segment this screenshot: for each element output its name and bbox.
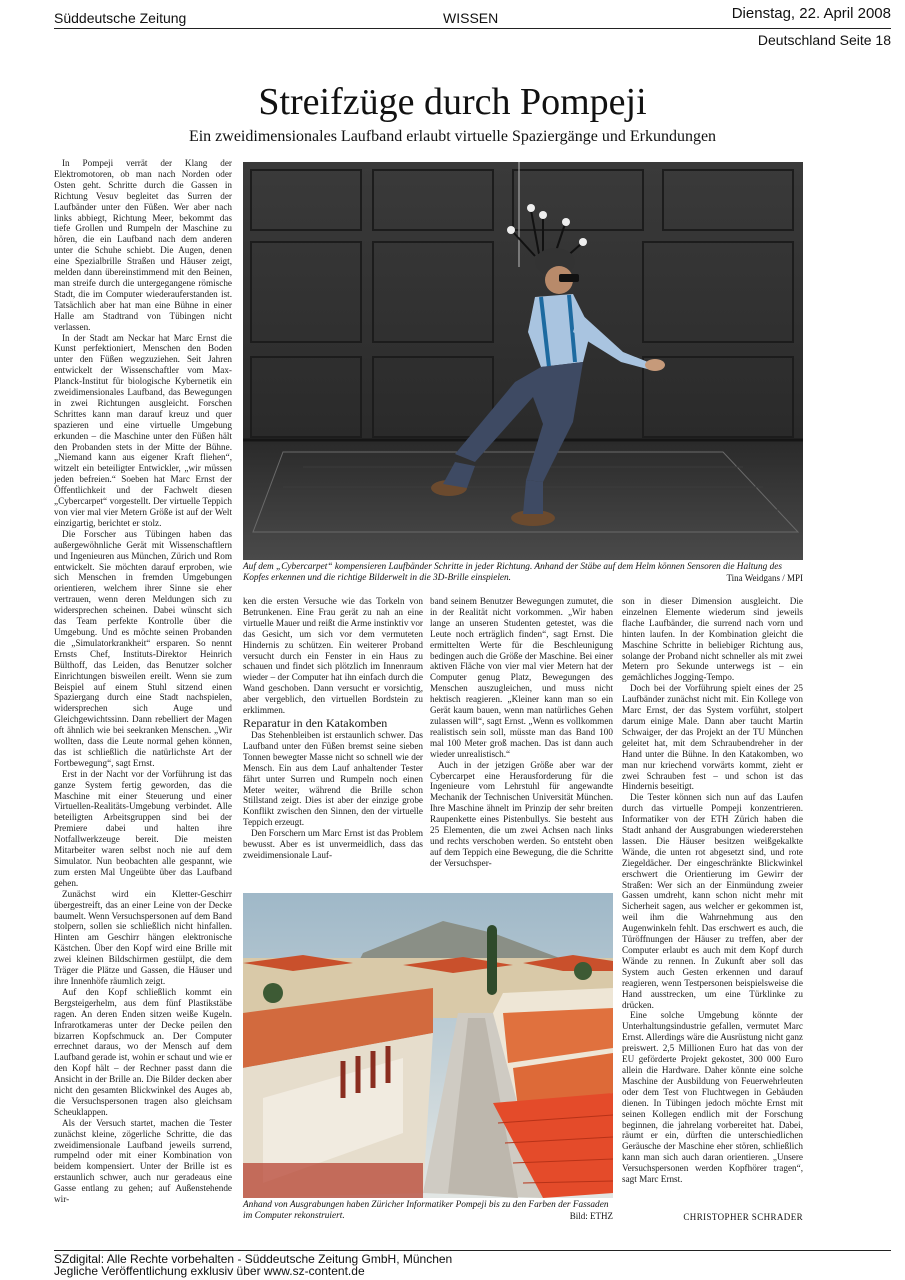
paragraph: Die Tester können sich nun auf das Laufen durch das virtuelle Pompeji konzentrieren. Informatiker von der ETH Zürich haben die Stadt anhand der Ausgrabungen wiedererstehen lassen. Die Häuser besitzen weißgekalkte Wände, die unten rot abgesetzt sind, und rote Ziegeldächer. Der eingeschränkte Blickwinkel erschwert die Orientierung im Gewirr der Straßen: Wer sich an der Einmündung zweier Gassen umdreht, kann schon nicht mehr mit Sicherheit sagen, aus welcher er gekommen ist, weil ihm die Wahrnehmung aus den Augenwinkeln fehlt. Das erschwert es auch, die Türöffnungen der Häuser zu treffen, aber der Computer erlaubt es auch mit dem Kopf durch Wände zu rennen. In Zukunft aber soll das System auch Gesten erkennen und darauf reagieren, wenn Testpersonen beispielsweise die Hand ausstrecken, um eine Türklinke zu drücken. bbox=[622, 792, 803, 1010]
paragraph: Erst in der Nacht vor der Vorführung ist das ganze System fertig geworden, das die Maschine mit einer Steuerung und einer Virtuellen-Realitäts-Umgebung verbindet. Alle beteiligten Arbeitsgruppen sind bei der Premiere dabei und halten ihre Notfallwerkzeuge bereit. Die meisten Mitarbeiter waren selbst noch nie auf dem Simulator. Nun beobachten alle gespannt, wie zum ersten Mal Ungeübte über das Laufband gehen. bbox=[54, 768, 232, 888]
paragraph: Doch bei der Vorführung spielt eines der 25 Laufbänder zunächst nicht mit. Ein Kollege von Marc Ernst, der das System vorführt, stolpert darum einige Male. Dann aber taucht Martin Schwaiger, der das Projekt an der TU München geleitet hat, mit dem Schraubendreher in der Hand unter die Bühne. In den Katakomben, wo man nur kriechend vorwärts kommt, zieht er zwei Schrauben fest – und schon ist das Hindernis beseitigt. bbox=[622, 683, 803, 792]
cybercarpet-photo bbox=[243, 162, 803, 560]
photo-caption-1 bbox=[243, 562, 803, 584]
article-title: Streifzüge durch Pompeji bbox=[258, 81, 647, 123]
paragraph: ken die ersten Versuche wie das Torkeln von Betrunkenen. Eine Frau gerät zu nah an eine virtuelle Mauer und reißt die Arme instinktiv vor das Gesicht, um sich vor dem vermuteten Hindernis zu schützen. Ein weiterer Proband versucht durch ein Fenster in ein Haus zu schauen und findet sich plötzlich im Innenraum wieder – der Computer hat ihn einfach durch die Wand geschoben. Dann versucht er vorsichtig, aber vergeblich, den virtuellen Bordstein zu erklimmen. bbox=[243, 596, 423, 716]
subheading: Reparatur in den Katakomben bbox=[243, 715, 388, 730]
newspaper-name: Süddeutsche Zeitung bbox=[54, 10, 187, 26]
paragraph: Eine solche Umgebung könnte der Unterhaltungsindustrie gefallen, vermutet Marc Ernst. Allerdings wäre die Ausrüstung nicht ganz preiswert. 2,5 Millionen Euro hat das von der EU geförderte Projekt gekostet, 300 000 Euro allein die Hardware. Daher könnte eine solche Maschine der Ausbildung von Feuerwehrleuten oder dem Test von Fluchtwegen in Gebäuden dienen. In Tübingen jedoch möchte Ernst mit seinen Kollegen endlich mit der Forschung beginnen, die jahrelang vorbereitet hat. Dabei, räumt er ein, dürften die unterschiedlichen Geräusche der Maschine eher stören, schließlich kann man sich auch daran orientieren. „Unsere Versuchspersonen werden Kopfhörer tragen“, sagt Marc Ernst. bbox=[622, 1010, 803, 1185]
photo-credit: Bild: ETHZ bbox=[569, 1211, 613, 1221]
paragraph: Den Forschern um Marc Ernst ist das Problem bewusst. Aber es ist unvermeidlich, dass das zweidimensionale Lauf- bbox=[243, 828, 423, 860]
page-number: Deutschland Seite 18 bbox=[757, 32, 891, 48]
caption-text: Anhand von Ausgrabungen haben Züricher Informatiker Pompeji bis zu den Farben der Fassaden im Computer rekonstruiert. bbox=[243, 1200, 609, 1221]
article-subtitle: Ein zweidimensionales Laufband erlaubt virtuelle Spaziergänge und Erkundungen bbox=[188, 128, 717, 145]
paragraph: Das Stehenbleiben ist erstaunlich schwer. Das Laufband unter den Füßen bremst seine sieben Tonnen bewegter Masse nicht so schnell wie der Mensch. Ein aus dem Lauf anhaltender Tester fährt unter Surren und Rumpeln noch einen Meter weiter, während die Brille schon Stillstand zeigt. Dies ist aber der einzige grobe Konflikt zwischen den Sinnen, den der virtuelle Teppich erzeugt. bbox=[243, 729, 423, 828]
author-signature: CHRISTOPHER SCHRADER bbox=[683, 1212, 803, 1222]
section-name: WISSEN bbox=[443, 10, 499, 26]
photo-credit: Tina Weidgans / MPI bbox=[726, 573, 803, 583]
footer-rights: SZdigital: Alle Rechte vorbehalten - Süddeutsche Zeitung GmbH, München bbox=[54, 1252, 453, 1266]
paragraph: band seinem Benutzer Bewegungen zumutet, die in der Realität nicht vorkommen. „Wir haben lange an unseren Studenten getestet, was die Leute noch erträglich finden“, sagt Ernst. Die ermittelten Werte für die Beschleunigung bedingen auch die Größe der Maschine. Bei einer aktiven Fläche von vier mal vier Metern hat der Computer genug Platz, Bewegungen des Menschen auszugleichen, und muss nicht hektisch reagieren. „Kleiner kann man so ein Gerät kaum bauen, wenn man natürliches Gehen zulassen will“, sagt Ernst. „Wenn es vollkommen realistisch sein soll, müsste man das Band 100 mal 100 Meter groß machen. Das ist dann auch wieder unrealistisch.“ bbox=[430, 596, 613, 759]
text-column-2 bbox=[243, 596, 423, 886]
text-column-4 bbox=[622, 596, 803, 1208]
pompeii-rendering-drawing bbox=[243, 893, 613, 1198]
paragraph: In Pompeji verrät der Klang der Elektromotoren, ob man nach Norden oder Osten geht. Schritte durch die Gassen in Richtung Vesuv begleitet das Surren der Laufbänder unter den Füßen. Wer aber nach links abbiegt, Richtung Meer, bekommt das tiefe Grollen und Rumpeln der Maschine zu hören, die ein Laufband nach dem anderen unter die Schuhe schiebt. Die Augen, denen eine Spezialbrille Straßen und Häuser zeigt, melden dann übereinstimmend mit den Beinen, man streife durch die untergegangene römische Stadt, die im Computer wiederauferstanden ist. Tatsächlich aber hat man eine Bühne in einer Halle am Stadtrand von Tübingen nicht verlassen. bbox=[54, 158, 232, 332]
text-column-1 bbox=[54, 158, 232, 1228]
paragraph: In der Stadt am Neckar hat Marc Ernst die Kunst perfektioniert, Menschen den Boden unter den Füßen wegzuziehen. Seit Jahren entwickelt der Wissenschaftler vom Max-Planck-Institut für biologische Kybernetik ein zweidimensionales Laufband, das Bewegungen in zwei Richtungen ausgleicht. Forschen Schrittes kann man darauf kreuz und quer spazieren und eine virtuelle Umgebung erkunden – die Maschine unter den Füßen hält den Probanden stets in der Mitte der Bühne. „Niemand kann aus eigener Kraft fliehen“, witzelt ein beteiligter Entwickler, „wir müssen jeden befreien.“ Soeben hat Marc Ernst der Öffentlichkeit und der Fachwelt diesen „Cybercarpet“ vorgestellt. Der virtuelle Teppich von vier mal vier Metern Größe ist auf der Welt einzigartig, berichtet er stolz. bbox=[54, 332, 232, 528]
issue-date: Dienstag, 22. April 2008 bbox=[731, 5, 891, 22]
footer-license: Jegliche Veröffentlichung exklusiv über www.sz-content.de bbox=[54, 1264, 365, 1278]
paragraph: Auf den Kopf schließlich kommt ein Bergsteigerhelm, aus dem fünf Plastikstäbe ragen. An deren Enden sitzen weiße Kugeln. Infrarotkameras unter der Decke peilen den bizarren Kopfschmuck an. Der Computer errechnet daraus, wo der Mensch auf dem Laufband gerade ist, wohin er schaut und wie er den Kopf hält – der Rechner passt dann die Ansicht in der Brille an. Die Bilder decken aber nicht den gesamten Blickwinkel des Auges ab, die Versuchspersonen tragen also gleichsam Scheuklappen. bbox=[54, 986, 232, 1117]
cybercarpet-photo-drawing bbox=[243, 162, 803, 560]
paragraph: Zunächst wird ein Kletter-Geschirr übergestreift, das an einer Leine von der Decke baumelt. Wenn Versuchspersonen auf dem Band stolpern, sollen sie schließlich nicht hinfallen. Hinten am Geschirr hängen elektronische Kästchen. Über den Kopf wird eine Brille mit zwei kleinen Bildschirmen gestülpt, die dem Träger die Plätze und Gassen, die Häuser und ihre Innenhöfe räumlich zeigt. bbox=[54, 888, 232, 986]
photo-caption-2 bbox=[243, 1200, 613, 1222]
paragraph: Als der Versuch startet, machen die Tester zunächst kleine, zögerliche Schritte, die das zweidimensionale Laufband jeweils surrend, rumpelnd oder mit einer Kombination von beidem kompensiert. Unter der Brille ist es erstaunlich schwer, auch nur geradeaus eine Gasse entlang zu gehen; auf Außenstehende wir- bbox=[54, 1117, 232, 1205]
paragraph: Auch in der jetzigen Größe aber war der Cybercarpet eine Herausforderung für die Ingenieure vom Lehrstuhl für angewandte Mechanik der Technischen Universität München. Ihre Maschine ähnelt im Prinzip der sehr breiten Raupenkette eines Pistenbullys. Sie besteht aus 25 Elementen, die um zwei Achsen nach links und rechts verschoben werden. So entsteht oben auf dem Teppich eine Bewegung, die die Schritte der Versuchsper- bbox=[430, 759, 613, 868]
caption-text: Auf dem „Cybercarpet“ kompensieren Laufbänder Schritte in jeder Richtung. Anhand der Stäbe auf dem Helm können Sensoren die Haltung des Kopfes erkennen und die richtige Bilderwelt in die 3D-Brille einspielen. bbox=[243, 562, 782, 583]
paragraph: Die Forscher aus Tübingen haben das außergewöhnliche Gerät mit Wissenschaftlern und Ingenieuren aus München, Zürich und Rom entwickelt. Sie möchten darauf erproben, wie sich Menschen in fremden Umgebungen orientieren, welchem ihrer Sinne sie eher vertrauen, wenn deren Meldungen sich zu widersprechen scheinen. Dabei wünscht sich das Team perfekte Kontrolle über die Umgebung. Und es möchte seinen Probanden die „Simulatorkrankheit“ ersparen. So nennt Ernsts Chef, Instituts-Direktor Heinrich Bülthoff, das Leiden, das Benutzer solcher Einrichtungen bisweilen ereilt. Wenn sie zum Beispiel auf einem Stuhl sitzend einen Spaziergang durch eine Stadt nachspielen, widersprechen sich Auge und Gleichgewichtssinn. Dann rebelliert der Magen oft ähnlich wie bei seekranken Menschen. „Wir wollten, dass die Leute normal gehen können, das ist schließlich die natürlichste Art der Fortbewegung“, sagt Ernst. bbox=[54, 528, 232, 768]
paragraph: son in dieser Dimension ausgleicht. Die einzelnen Elemente wiederum sind jeweils flache Laufbänder, die surrend nach vorn und hinten laufen. In der Kombination gleicht die Maschine Schritte in beliebiger Richtung aus, solange der Proband nicht schneller als mit zwei Metern pro Sekunde unterwegs ist – ein gemächliches Jogging-Tempo. bbox=[622, 596, 803, 683]
pompeii-rendering-photo bbox=[243, 893, 613, 1198]
text-column-3 bbox=[430, 596, 613, 886]
